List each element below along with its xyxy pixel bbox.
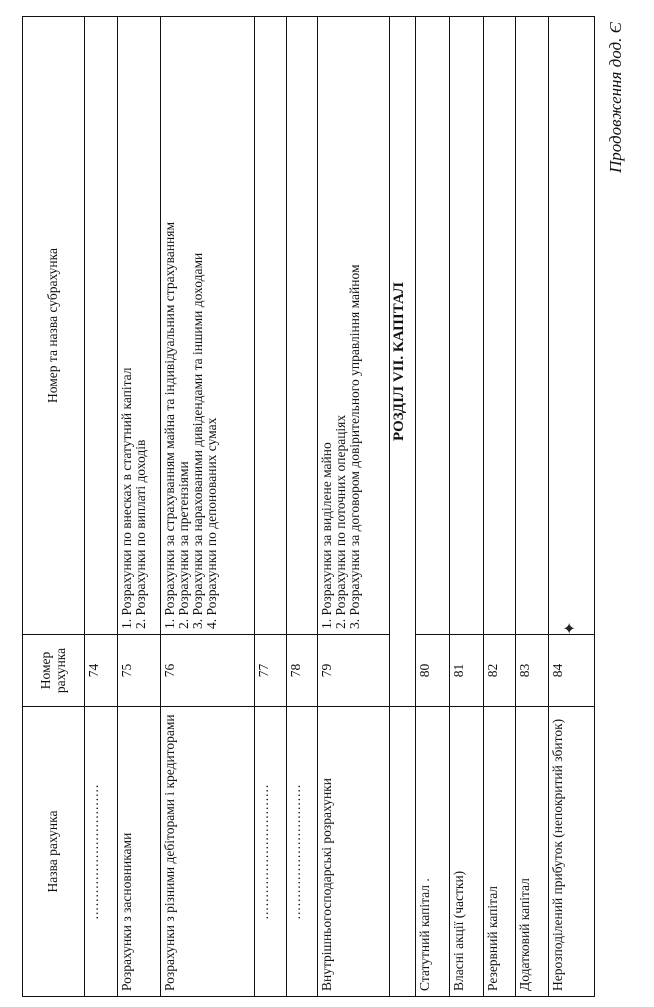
table-row — [416, 17, 450, 997]
account-name: Внутрішньогосподарські розрахунки — [318, 707, 390, 997]
subaccount-item: 2. Розрахунки по виплаті доходів — [132, 439, 148, 629]
subaccounts — [160, 17, 254, 635]
table-row — [254, 17, 287, 997]
account-number: 75 — [117, 635, 160, 707]
subaccount-item: 3. Розрахунки за нарахованими дивідендами та іншими доходами — [189, 252, 205, 629]
account-name: Розрахунки з засновниками — [117, 707, 160, 997]
table-row — [516, 17, 549, 997]
table-row — [449, 17, 483, 997]
account-name: Статутний капітал . — [416, 707, 450, 997]
table-row — [318, 17, 390, 997]
account-number: 78 — [287, 635, 318, 707]
subaccounts — [318, 17, 390, 635]
account-name: Нерозподілений прибуток (непокритий збиток) — [548, 707, 594, 997]
table-row — [160, 17, 254, 997]
header-sub: Номер та назва субрахунка — [23, 17, 85, 635]
account-number: 79 — [318, 635, 390, 707]
account-name: Власні акції (частки) — [449, 707, 483, 997]
subaccounts — [254, 17, 287, 635]
subaccount-item: 1. Розрахунки за страхуванням майна та індивідуальним страхуванням — [161, 222, 177, 629]
ink-blot-mark: ✦ — [562, 621, 579, 635]
account-number: 82 — [483, 635, 516, 707]
subaccount-item: 3. Розрахунки за договором довірительного управління майном — [347, 264, 363, 629]
subaccounts — [416, 17, 450, 635]
table-row — [483, 17, 516, 997]
account-name: Розрахунки з різними дебіторами і кредиторами — [160, 707, 254, 997]
subaccounts — [483, 17, 516, 635]
subaccount-item: 4. Розрахунки по депонованих сумах — [204, 417, 220, 629]
table-row — [548, 17, 594, 997]
header-number: Номер рахунка — [23, 635, 85, 707]
account-number: 80 — [416, 635, 450, 707]
table-row — [287, 17, 318, 997]
subaccounts — [449, 17, 483, 635]
account-name: ............................... — [287, 707, 318, 997]
account-number: 74 — [85, 635, 118, 707]
subaccount-item: 1. Розрахунки по внесках в статутний капітал — [118, 367, 134, 629]
subaccounts — [85, 17, 118, 635]
header-name: Назва рахунка — [23, 707, 85, 997]
table-row — [117, 17, 160, 997]
account-number: 77 — [254, 635, 287, 707]
table-row — [85, 17, 118, 997]
account-name: ............................... — [85, 707, 118, 997]
subaccounts — [516, 17, 549, 635]
account-number: 84 — [548, 635, 594, 707]
subaccounts — [548, 17, 594, 635]
account-number: 76 — [160, 635, 254, 707]
subaccounts — [287, 17, 318, 635]
section-title: РОЗДІЛ VII. КАПІТАЛ — [389, 17, 416, 707]
account-number: 81 — [449, 635, 483, 707]
account-name: Додатковий капітал — [516, 707, 549, 997]
subaccount-item: 2. Розрахунки за претензіями — [175, 461, 191, 629]
section-row — [389, 17, 416, 997]
accounts-table — [22, 16, 595, 997]
account-number: 83 — [516, 635, 549, 707]
header-row — [23, 17, 85, 997]
account-name: ............................... — [254, 707, 287, 997]
subaccount-item: 2. Розрахунки по поточних операціях — [333, 414, 349, 629]
subaccount-item: 1. Розрахунки за виділене майно — [319, 442, 334, 629]
subaccounts — [117, 17, 160, 635]
account-name: Резервний капітал — [483, 707, 516, 997]
continuation-label: Продовження дод. Є — [606, 22, 625, 174]
